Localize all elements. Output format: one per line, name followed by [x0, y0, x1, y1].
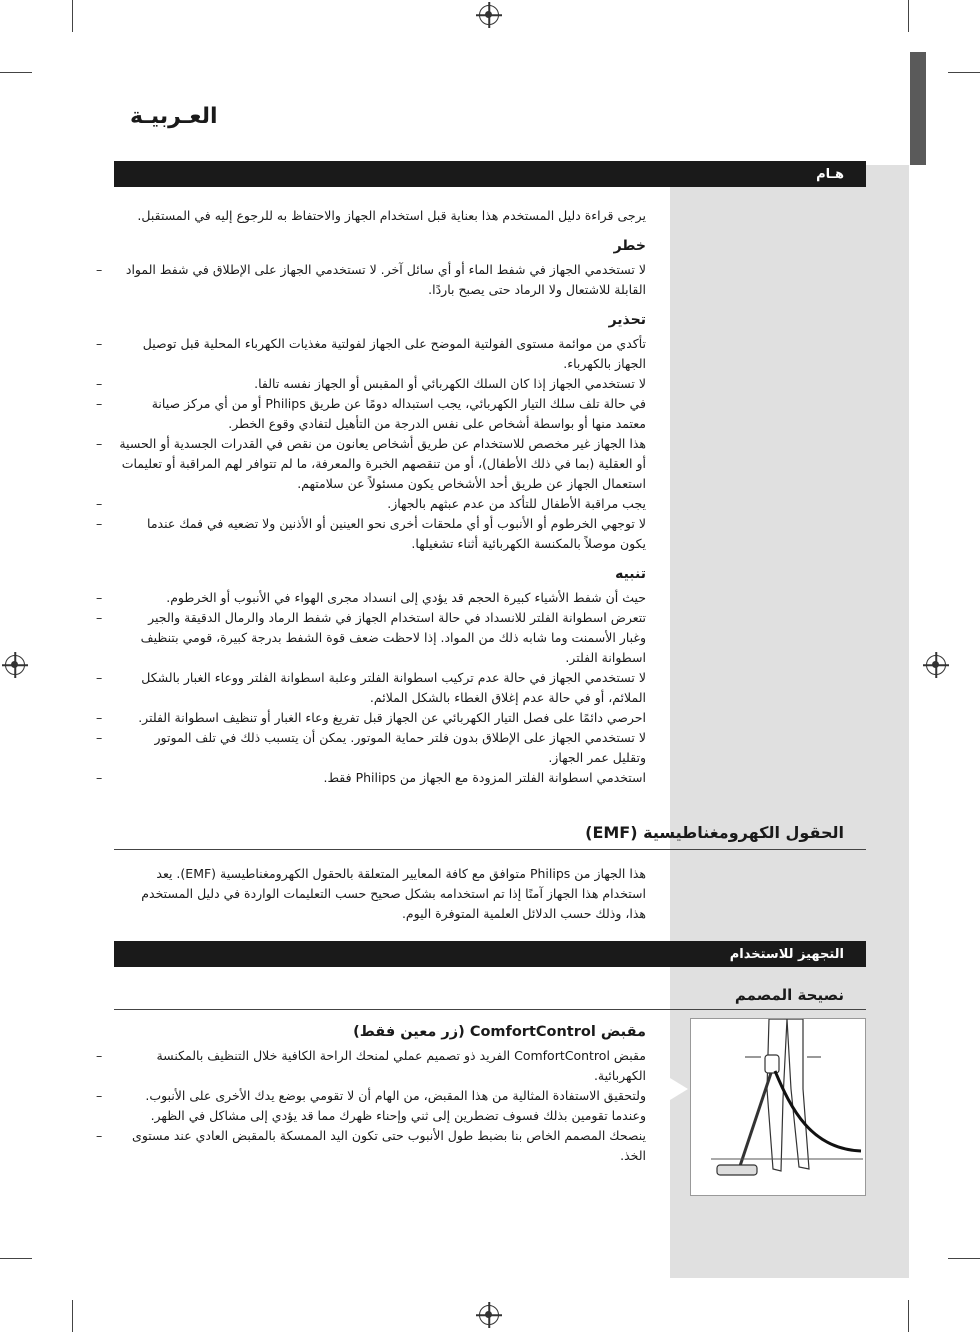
list-item: – لا تستخدمي الجهاز في حالة عدم تركيب اسطوانة الفلتر وعلبة اسطوانة الفلتر ووعاء الغبار بالشكل الملائم، أو في حالة عدم إغلاق الغطاء بالشكل الملائم.: [96, 670, 646, 705]
list-item: – تتعرض اسطوانة الفلتر للانسداد في حالة استخدام الجهاز في شفط الرماد والرمال الدقيقة والجير وغبار الأسمنت وما شابه ذلك من المواد. إذا لاحظت ضعف قوة الشفط بدرجة كبيرة، قومي بتنظيف اسطوانة الفلتر.: [96, 610, 646, 665]
comfortcontrol-heading: مقبض ComfortControl (زر معين فقط): [353, 1024, 646, 1040]
list-item: – لا تستخدمي الجهاز إذا كان السلك الكهربائي أو المقبس أو الجهاز نفسه تالفا.: [96, 376, 646, 391]
crop-mark: [0, 72, 32, 73]
crop-mark: [72, 0, 73, 32]
list-item: – ولتحقيق الاستفادة المثالية من هذا المقبض، من الهام أن لا تقومي بوضع يدك الأخرى على الأنبوب. وعندما تقومين بذلك فسوف تضطرين إلى ثني وإحناء ظهرك مما قد يؤدي إلى مشاكل في الظهر.: [96, 1088, 646, 1123]
vacuum-illustration: [690, 1018, 866, 1196]
language-title: العـربيـة: [130, 104, 218, 129]
important-content: [96, 206, 646, 788]
list-item: – هذا الجهاز غير مخصص للاستخدام عن طريق أشخاص يعانون من نقص في القدرات الجسدية أو الحسية أو العقلية (بما في ذلك الأطفال)، أو من تنقصهم الخبرة والمعرفة، ما لم تتوافر لهم المراقبة أو تعليمات استعمال الجهاز عن طريق أحد الأشخاص يكون مسئولاً عن سلامتهم.: [96, 436, 646, 491]
crop-mark: [0, 1258, 32, 1259]
section-header-important: [114, 161, 866, 187]
registration-mark-icon: [479, 1305, 499, 1325]
divider: [114, 1009, 866, 1010]
section-header-preparing: [114, 941, 866, 967]
list-item: – تأكدي من موائمة مستوى الفولتية الموضح على الجهاز لفولتية مغذيات الكهرباء المحلية قبل توصيل الجهاز بالكهرباء.: [96, 336, 646, 371]
person-vacuuming-icon: [691, 1019, 865, 1195]
comfortcontrol-list: [96, 1046, 646, 1166]
warning-list: [96, 334, 646, 554]
section-title: التجهيز للاستخدام: [729, 946, 844, 962]
list-item: – في حالة تلف سلك التيار الكهربائي، يجب استبداله دومًا عن طريق Philips أو من أي مركز صيانة معتمد منها أو بواسطة أشخاص على نفس الدرجة من التأهيل لتفادي وقوع الخطر.: [96, 396, 646, 431]
pointer-arrow-icon: [670, 1078, 688, 1100]
crop-mark: [948, 1258, 980, 1259]
registration-mark-icon: [5, 655, 25, 675]
registration-mark-icon: [926, 655, 946, 675]
danger-heading: خطر: [613, 238, 646, 254]
crop-mark: [908, 0, 909, 32]
comfortcontrol-content: [96, 1022, 646, 1166]
danger-list: [96, 260, 646, 300]
crop-mark: [72, 1300, 73, 1332]
caution-heading: تنبيه: [615, 566, 646, 582]
registration-mark-icon: [479, 5, 499, 25]
warning-heading: تحذير: [608, 312, 646, 328]
crop-mark: [948, 72, 980, 73]
language-tab-marker: [910, 52, 926, 165]
list-item: – لا تستخدمي الجهاز في شفط الماء أو أي سائل آخر. لا تستخدمي الجهاز على الإطلاق في شفط المواد القابلة للاشتعال ولا الرماد حتى يصبح باردًا.: [96, 262, 646, 297]
crop-mark: [908, 1300, 909, 1332]
designer-tip-title: نصيحة المصمم: [734, 986, 844, 1004]
divider: [114, 849, 866, 850]
emf-body: هذا الجهاز من Philips متوافق مع كافة المعايير المتعلقة بالحقول الكهرومغناطيسية (EMF). يعد استخدام هذا الجهاز آمنًا إذا تم استخدامه بشكل صحيح حسب التعليمات الواردة في دليل المستخدم هذا، وذلك حسب الدلائل العلمية المتوفرة اليوم.: [141, 866, 646, 921]
list-item: – احرصي دائمًا على فصل التيار الكهربائي عن الجهاز قبل تفريغ وعاء الغبار أو تنظيف اسطوانة الفلتر.: [96, 710, 646, 725]
list-item: – مقبض ComfortControl الفريد ذو تصميم عملي لمنحك الراحة الكافية خلال التنظيف بالمكنسة الكهربائية.: [96, 1048, 646, 1083]
list-item: – حيث أن شفط الأشياء كبيرة الحجم قد يؤدي إلى انسداد مجرى الهواء في الأنبوب أو الخرطوم.: [96, 590, 646, 605]
list-item: – استخدمي اسطوانة الفلتر المزودة مع الجهاز من Philips فقط.: [96, 770, 646, 785]
section-title: هـام: [816, 166, 844, 182]
list-item: – لا توجهي الخرطوم أو الأنبوب أو أي ملحقات أخرى نحو العينين أو الأذنين ولا تضعيه في فمك عندما يكون موصلاً بالمكنسة الكهربائية أثناء تشغيلها.: [96, 516, 646, 551]
caution-list: [96, 588, 646, 788]
list-item: – لا تستخدمي الجهاز على الإطلاق بدون فلتر حماية الموتور. يمكن أن يتسبب ذلك في تلف الموتور وتقليل عمر الجهاز.: [96, 730, 646, 765]
intro-text: يرجى قراءة دليل المستخدم هذا بعناية قبل استخدام الجهاز والاحتفاظ به للرجوع إليه في المستقبل.: [137, 208, 646, 223]
list-item: – ينصحك المصمم الخاص بنا بضبط طول الأنبوب حتى تكون اليد الممسكة بالمقبض العادي عند مستوى الخذ.: [96, 1128, 646, 1163]
emf-title: الحقول الكهرومغناطيسية (EMF): [585, 823, 844, 842]
list-item: – يجب مراقبة الأطفال للتأكد من عدم عبثهم بالجهاز.: [96, 496, 646, 511]
